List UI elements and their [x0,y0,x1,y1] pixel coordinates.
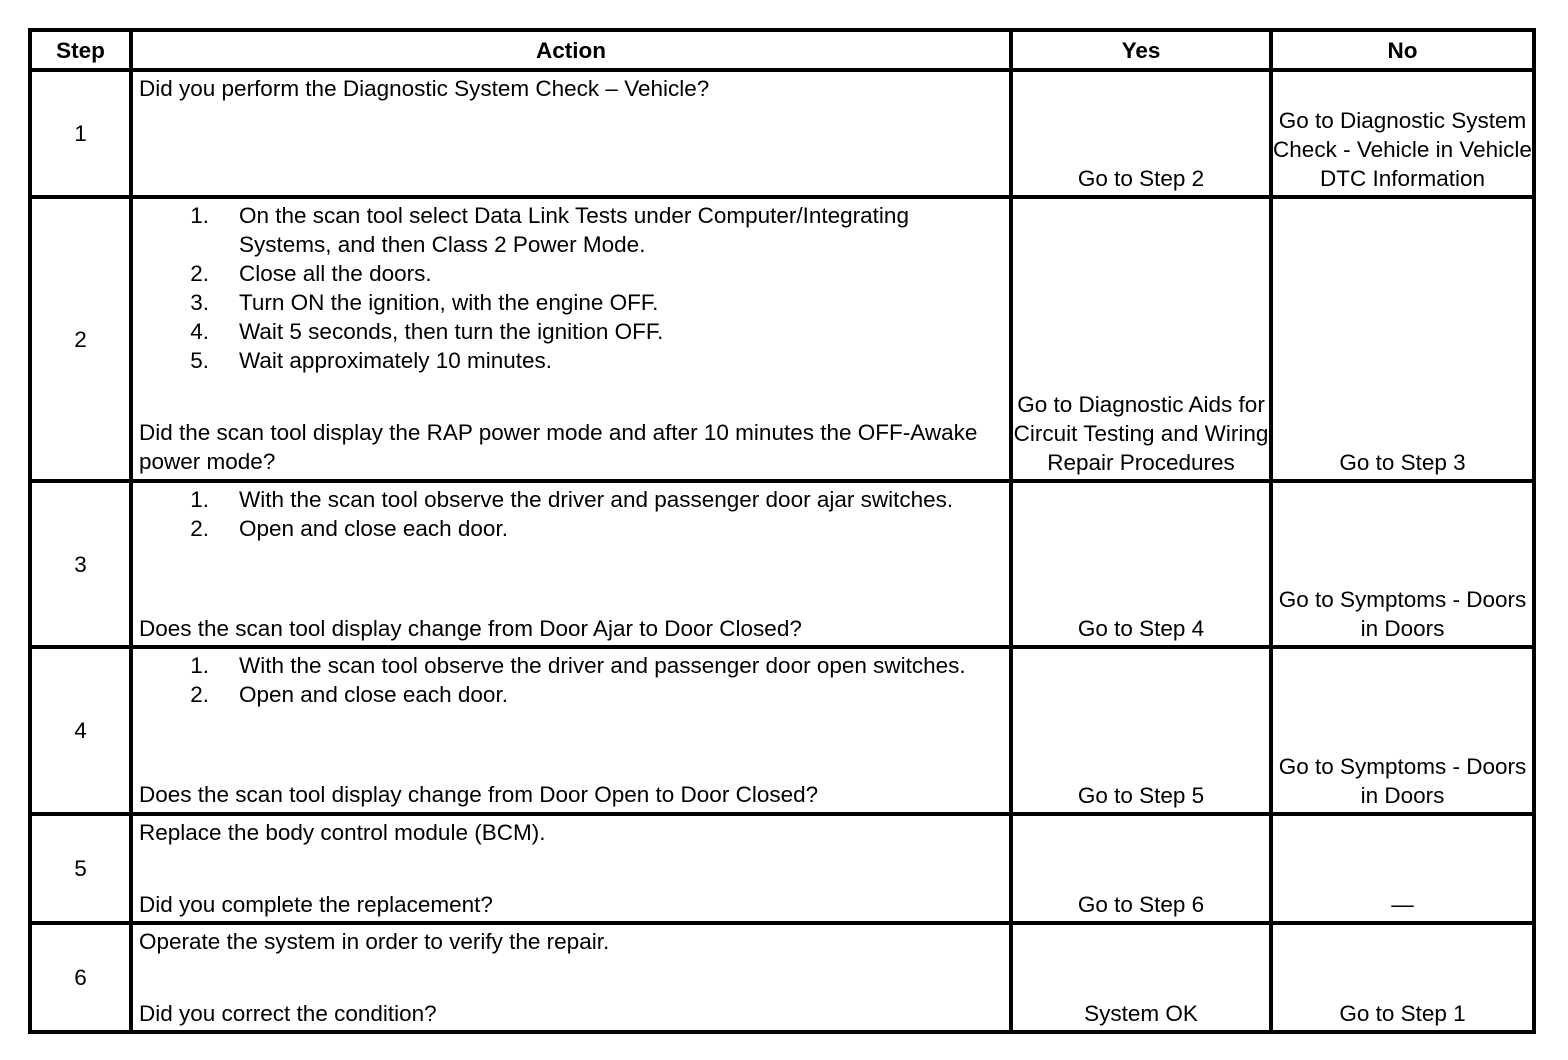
list-item: 5. Wait approximately 10 minutes. [190,348,553,374]
header-yes: Yes [1011,30,1271,70]
table-row [30,923,1534,1032]
action-question: Does the scan tool display change from Door Ajar to Door Closed? [139,615,802,641]
action-steps-list [139,201,1005,375]
step-number: 6 [30,923,131,1032]
no-cell: Go to Symptoms - Doors in Doors [1271,647,1534,813]
action-question: Did the scan tool display the RAP power mode and after 10 minutes the OFF-Awake power mode? [139,420,978,475]
action-question: Does the scan tool display change from Door Open to Door Closed? [139,782,819,808]
list-item: 1. With the scan tool observe the driver and passenger door ajar switches. [190,486,954,512]
action-cell [131,647,1011,813]
action-steps-list [139,651,1005,709]
list-item: 1. With the scan tool observe the driver and passenger door open switches. [190,653,966,679]
yes-cell: Go to Diagnostic Aids for Circuit Testing and Wiring Repair Procedures [1011,197,1271,481]
action-intro: Replace the body control module (BCM). [139,819,546,845]
step-number: 2 [30,197,131,481]
table-row [30,70,1534,197]
list-item: 2. Close all the doors. [190,261,432,287]
header-action: Action [131,30,1011,70]
table-row [30,197,1534,481]
no-cell: Go to Symptoms - Doors in Doors [1271,481,1534,647]
step-number: 1 [30,70,131,197]
list-item: 2. Open and close each door. [190,682,508,708]
diagnostic-table [28,28,1536,1034]
yes-cell: Go to Step 5 [1011,647,1271,813]
yes-cell: System OK [1011,923,1271,1032]
action-question: Did you correct the condition? [139,1000,437,1026]
yes-cell: Go to Step 6 [1011,814,1271,923]
list-item: 3. Turn ON the ignition, with the engine OFF. [190,290,659,316]
header-no: No [1271,30,1534,70]
action-cell [131,70,1011,197]
action-cell [131,814,1011,923]
action-cell [131,481,1011,647]
step-number: 3 [30,481,131,647]
action-cell [131,923,1011,1032]
header-step: Step [30,30,131,70]
action-cell [131,197,1011,481]
no-cell: Go to Diagnostic System Check - Vehicle in Vehicle DTC Information [1271,70,1534,197]
table-row [30,481,1534,647]
action-intro: Operate the system in order to verify the repair. [139,928,610,954]
action-steps-list [139,485,1005,543]
step-number: 5 [30,814,131,923]
list-item: 4. Wait 5 seconds, then turn the ignition OFF. [190,319,664,345]
action-intro: Did you perform the Diagnostic System Check – Vehicle? [139,76,710,101]
action-question: Did you complete the replacement? [139,891,493,917]
step-number: 4 [30,647,131,813]
no-cell: — [1271,814,1534,923]
list-item: 2. Open and close each door. [190,515,508,541]
yes-cell: Go to Step 4 [1011,481,1271,647]
no-cell: Go to Step 1 [1271,923,1534,1032]
list-item: 1. On the scan tool select Data Link Tests under Computer/Integrating Systems, and then Class 2 Power Mode. [190,203,909,258]
table-row [30,647,1534,813]
table-row [30,814,1534,923]
header-row [30,30,1534,70]
no-cell: Go to Step 3 [1271,197,1534,481]
yes-cell: Go to Step 2 [1011,70,1271,197]
